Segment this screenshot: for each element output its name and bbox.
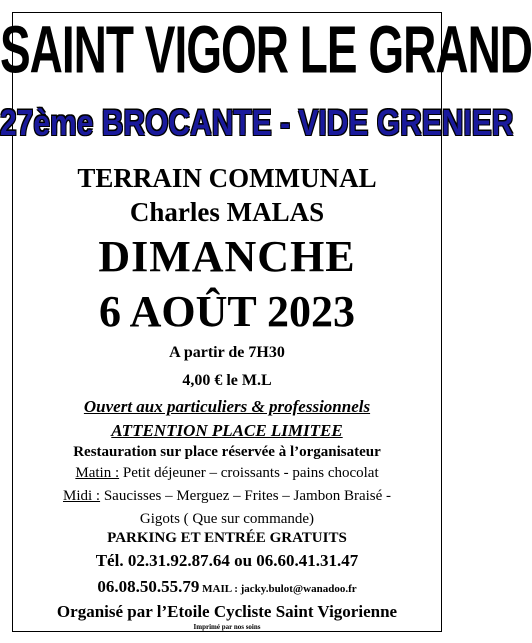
- menu-morning: [0, 465, 454, 482]
- warning: ATTENTION PLACE LIMITEE: [111, 421, 343, 440]
- poster-title: SAINT VIGOR LE GRAND: [0, 11, 532, 88]
- organizer: Organisé par l’Etoile Cycliste Saint Vigorienne: [56, 602, 398, 621]
- event-date: 6 AOÛT 2023: [99, 287, 355, 336]
- event-day: DIMANCHE: [98, 232, 356, 281]
- event-subtitle: 27ème BROCANTE - VIDE GRENIER: [0, 103, 514, 144]
- menu-morning-text: Petit déjeuner – croissants - pains chocolat: [119, 465, 379, 481]
- menu-noon-text: Saucisses – Merguez – Frites – Jambon Braisé -: [100, 488, 392, 504]
- open-to: Ouvert aux particuliers & professionnels: [83, 397, 371, 416]
- menu-noon-continued: Gigots ( Que sur commande): [139, 511, 315, 527]
- mail: MAIL : jacky.bulot@wanadoo.fr: [199, 583, 357, 595]
- phone-3: 06.08.50.55.79: [97, 577, 200, 596]
- menu-morning-label: Matin :: [75, 465, 120, 481]
- location: TERRAIN COMMUNAL: [77, 163, 377, 193]
- parking: PARKING ET ENTRÉE GRATUITS: [107, 530, 347, 546]
- menu-noon-label: Midi :: [62, 488, 101, 504]
- price: 4,00 € le M.L: [182, 372, 272, 389]
- phone-mail-line: [0, 577, 454, 599]
- phones: Tél. 02.31.92.87.64 ou 06.60.41.31.47: [95, 551, 359, 570]
- location-name: Charles MALAS: [129, 197, 325, 227]
- menu-noon: [0, 488, 454, 505]
- restauration: Restauration sur place réservée à l’organisateur: [73, 444, 381, 460]
- printed-note: Imprimé par nos soins: [193, 623, 261, 631]
- start-time: A partir de 7H30: [169, 344, 285, 361]
